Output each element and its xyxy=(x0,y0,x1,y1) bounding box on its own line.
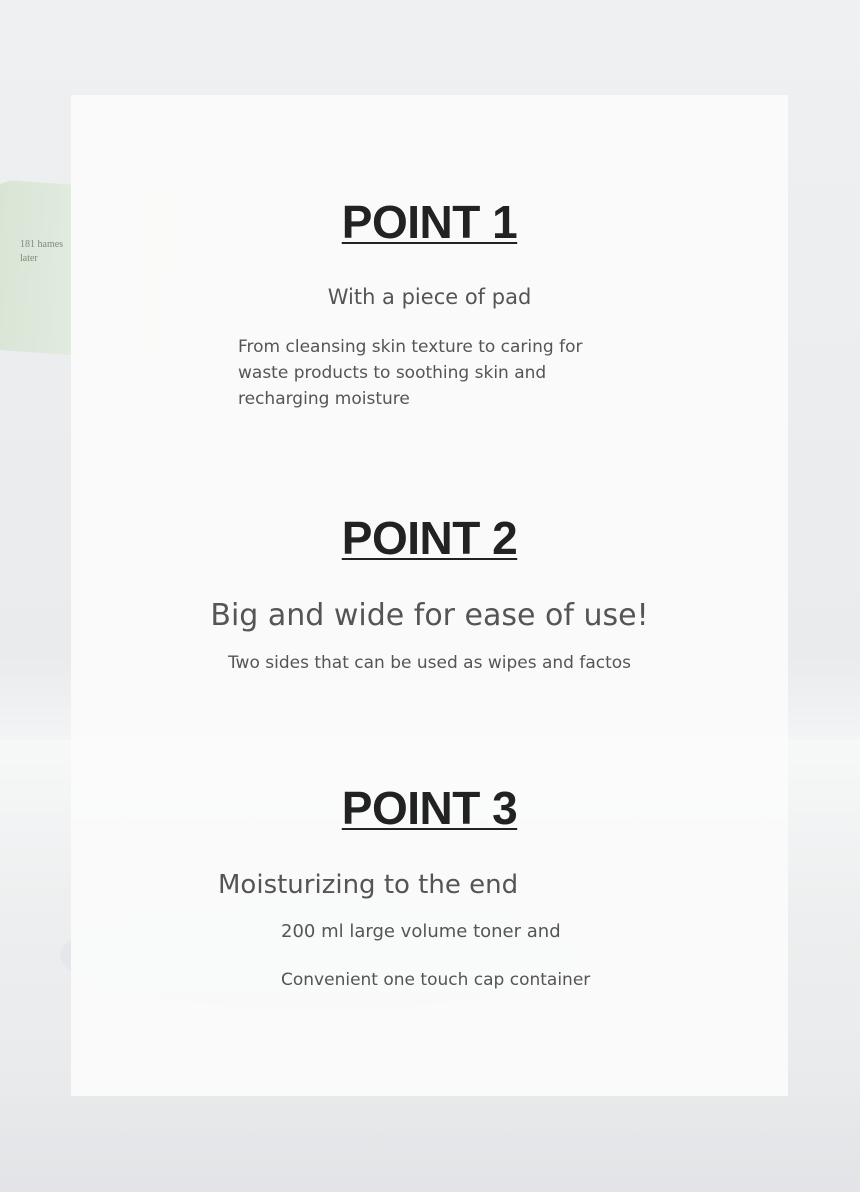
background-shadow xyxy=(0,1080,860,1192)
point-2-description-line-1: Two sides that can be used as wipes and factos xyxy=(227,653,632,673)
point-1-heading: POINT 1 xyxy=(341,196,518,248)
point-1-subtitle: With a piece of pad xyxy=(327,285,532,309)
point-2-subtitle: Big and wide for ease of use! xyxy=(210,598,649,633)
point-3-description-line-1: 200 ml large volume toner and xyxy=(281,921,561,942)
points-card xyxy=(71,95,788,1096)
point-1-description-line-1: From cleansing skin texture to caring for xyxy=(238,337,583,357)
point-1-description-line-2: waste products to soothing skin and xyxy=(238,363,547,383)
point-3-subtitle: Moisturizing to the end xyxy=(218,870,519,900)
point-3-description-line-2: Convenient one touch cap container xyxy=(281,970,591,990)
point-1-description-line-3: recharging moisture xyxy=(238,389,410,409)
point-3-heading: POINT 3 xyxy=(341,782,518,834)
point-2-heading: POINT 2 xyxy=(341,512,518,564)
background-bottle-label: 181 hames later xyxy=(20,239,64,264)
